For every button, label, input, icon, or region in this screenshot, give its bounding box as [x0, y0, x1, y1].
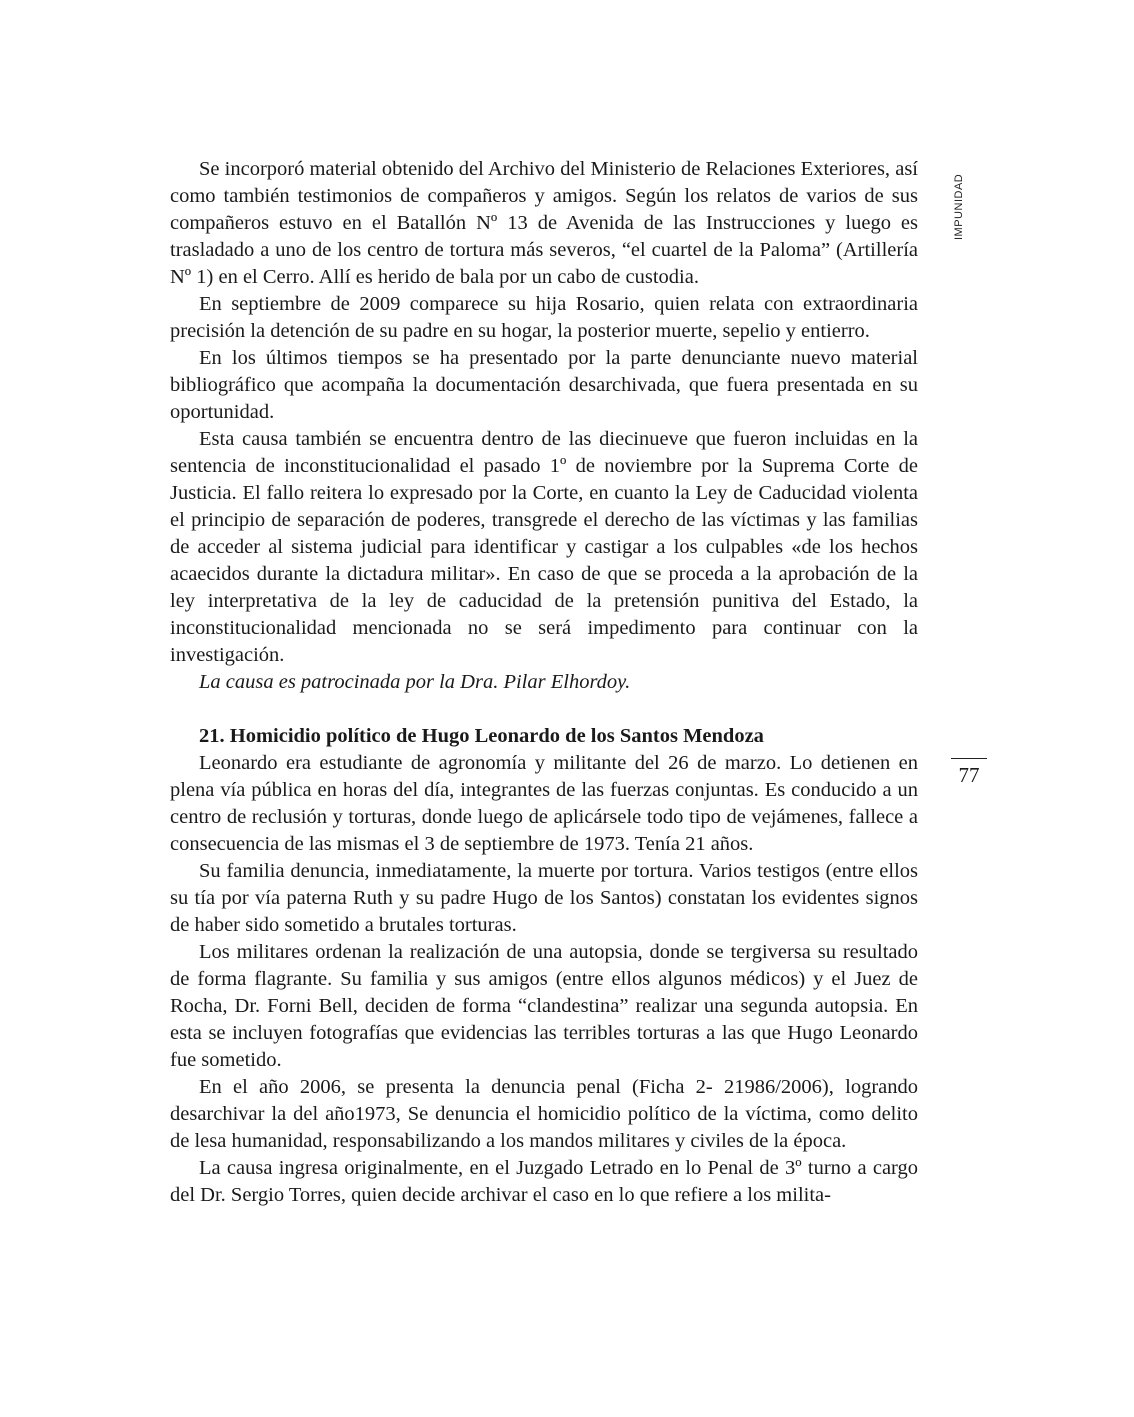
paragraph-court-case: La causa ingresa originalmente, en el Juzgado Letrado en lo Penal de 3º turno a cargo del Dr. Sergio Torres, quien decide archivar el caso en lo que refiere a los milita- [170, 1157, 918, 1206]
paragraph-bibliographic-material: En los últimos tiempos se ha presentado por la parte denunciante nuevo material bibliográfico que acompaña la documentación desarchivada, que fuera presentada en su oportunidad. [170, 347, 918, 423]
sponsor-note: La causa es patrocinada por la Dra. Pilar Elhordoy. [199, 671, 631, 693]
paragraph-unconstitutionality-ruling: Esta causa también se encuentra dentro de las diecinueve que fueron incluidas en la sentencia de inconstitucionalidad el pasado 1º de noviembre por la Suprema Corte de Justicia. El fallo reitera lo expresado por la Corte, en cuanto la Ley de Caducidad violenta el principio de separación de poderes, transgrede el derecho de las víctimas y las familias de acceder al sistema judicial para identificar y castigar a los culpables «de los hechos acaecidos durante la dictadura militar». En caso de que se proceda a la aprobación de la ley interpretativa de la ley de caducidad de la pretensión punitiva del Estado, la inconstitucionalidad mencionada no se será impedimento para continuar con la investigación. [170, 428, 918, 666]
paragraph-detention: Leonardo era estudiante de agronomía y militante del 26 de marzo. Lo detienen en plena vía pública en horas del día, integrantes de las fuerzas conjuntas. Es conducido a un centro de reclusión y torturas, donde luego de aplicársele todo tipo de vejámenes, fallece a consecuencia de las mismas el 3 de septiembre de 1973. Tenía 21 años. [170, 752, 918, 855]
body-text [170, 156, 918, 1209]
paragraph-autopsy: Los militares ordenan la realización de una autopsia, donde se tergiversa su resultado de forma flagrante. Su familia y sus amigos (entre ellos algunos médicos) y el Juez de Rocha, Dr. Forni Bell, deciden de forma “clandestina” realizar una segunda autopsia. En esta se incluyen fotografías que evidencias las terribles torturas a las que Hugo Leonardo fue sometido. [170, 941, 918, 1071]
running-head: IMPUNIDAD [953, 173, 965, 240]
page-number: 77 [958, 763, 980, 787]
section-heading: 21. Homicidio político de Hugo Leonardo de los Santos Mendoza [199, 725, 764, 747]
paragraph-family-complaint: Su familia denuncia, inmediatamente, la muerte por tortura. Varios testigos (entre ellos su tía por vía paterna Ruth y su padre Hugo de los Santos) constatan los evidentes signos de haber sido sometido a brutales torturas. [170, 860, 918, 936]
paragraph-archive-material: Se incorporó material obtenido del Archivo del Ministerio de Relaciones Exteriores, así como también testimonios de compañeros y amigos. Según los relatos de varios de sus compañeros estuvo en el Batallón Nº 13 de Avenida de las Instrucciones y luego es trasladado a uno de los centro de tortura más severos, “el cuartel de la Paloma” (Artillería Nº 1) en el Cerro. Allí es herido de bala por un cabo de custodia. [170, 158, 918, 288]
page-number-rule [951, 758, 987, 759]
paragraph-criminal-complaint: En el año 2006, se presenta la denuncia penal (Ficha 2- 21986/2006), logrando desarchivar la del año1973, Se denuncia el homicidio político de la víctima, como delito de lesa humanidad, responsabilizando a los mandos militares y civiles de la época. [170, 1076, 918, 1152]
paragraph-daughter-testimony: En septiembre de 2009 comparece su hija Rosario, quien relata con extraordinaria precisión la detención de su padre en su hogar, la posterior muerte, sepelio y entierro. [170, 293, 918, 342]
